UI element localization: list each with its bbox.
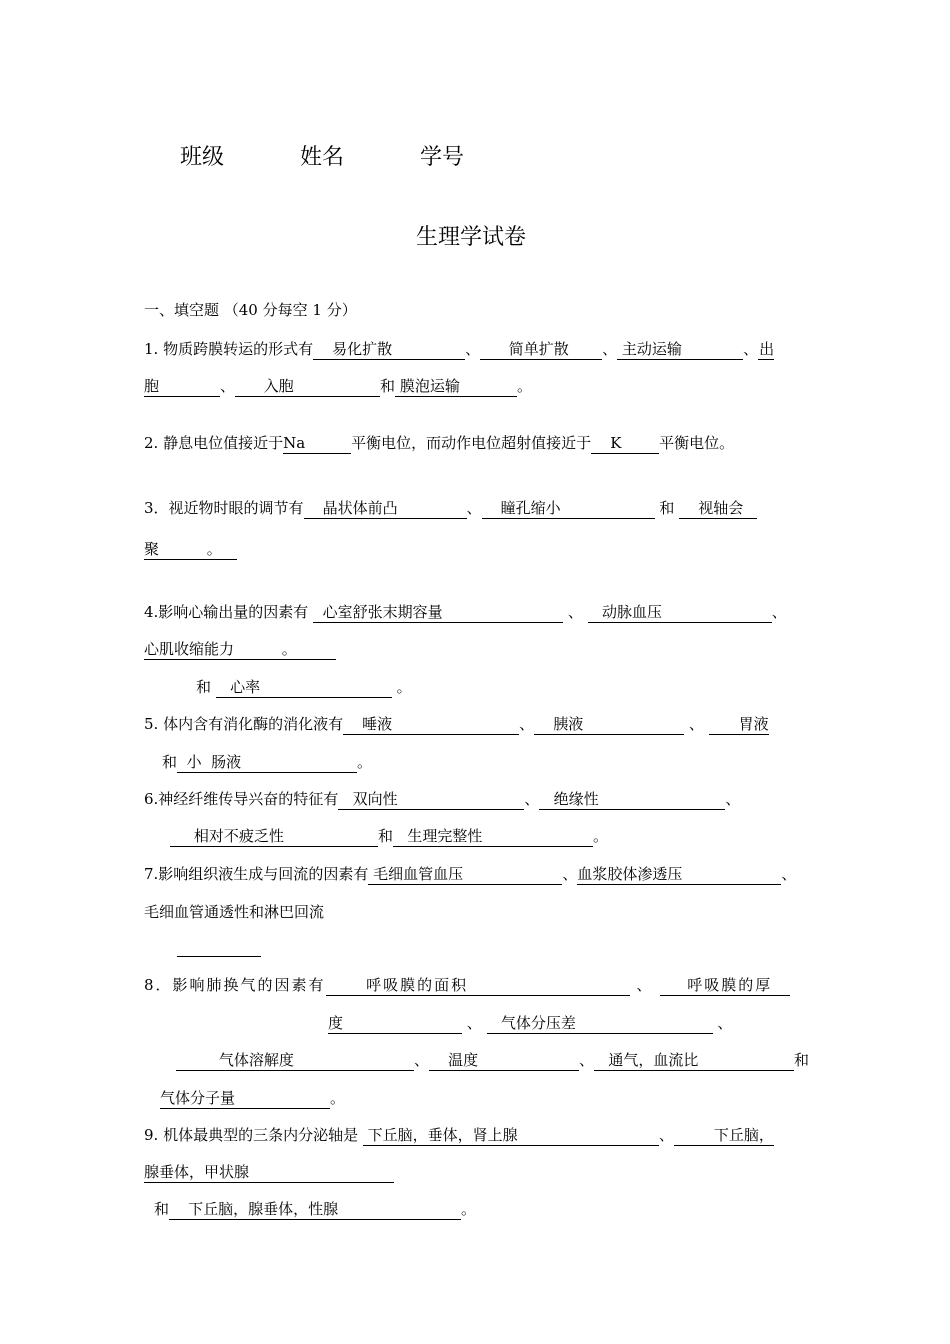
question-3-line-1: 3．视近物时眼的调节有 晶状体前凸 、 瞳孔缩小 和 视轴会 xyxy=(144,498,757,519)
answer-blank: 腺垂体，甲状腺 xyxy=(144,1162,394,1183)
answer-blank: 唾液 xyxy=(343,714,519,735)
question-4-line-1: 4.影响心输出量的因素有 心室舒张末期容量 、 动脉血压 、 xyxy=(144,603,787,621)
answer-blank: 气体分子量 xyxy=(160,1088,330,1109)
answer-blank: 气体溶解度 xyxy=(176,1050,414,1071)
answer-blank: 膜泡运输 xyxy=(395,376,517,397)
answer-blank: 视轴会 xyxy=(679,498,757,519)
question-3-line-2 xyxy=(144,539,237,560)
question-4-line-3: 和 心率 。 xyxy=(196,678,412,696)
question-5-line-1: 5. 体内含有消化酶的消化液有 唾液 、 胰液 、 胃液 xyxy=(144,715,769,733)
question-1-line-1: 1. 物质跨膜转运的形式有 易化扩散 、 简单扩散 、 主动运输 、出 xyxy=(144,340,775,358)
answer-blank: 绝缘性 xyxy=(539,789,725,810)
answer-blank: 晶状体前凸 xyxy=(304,498,467,519)
section-heading: 一、填空题 （40 分每空 1 分） xyxy=(144,301,357,319)
question-7-line-2: 毛细血管通透性和淋巴回流 xyxy=(144,903,325,921)
answer-blank xyxy=(177,956,261,957)
answer-blank: 呼吸膜的厚 xyxy=(660,975,790,996)
question-8-line-3: 气体溶解度 、 温度 、 通气，血流比 和 xyxy=(176,1050,809,1071)
answer-blank: Na xyxy=(283,433,351,454)
question-6-line-2: 相对不疲乏性 和 生理完整性 。 xyxy=(170,826,608,847)
answer-blank: 易化扩散 xyxy=(313,339,465,360)
answer-blank: 生理完整性 xyxy=(393,826,593,847)
class-label: 班级 xyxy=(180,145,225,170)
answer-blank: 相对不疲乏性 xyxy=(170,826,378,847)
answer-blank: 入胞 xyxy=(235,376,380,397)
answer-blank: 气体分压差 xyxy=(487,1013,713,1034)
question-8-line-1: 8．影响肺换气的因素有 呼吸膜的面积 、 呼吸膜的厚 xyxy=(144,975,790,996)
question-9-line-1: 9. 机体最典型的三条内分泌轴是 下丘脑，垂体，肾上腺 、 下丘脑， xyxy=(144,1126,774,1144)
question-9-line-2 xyxy=(144,1162,394,1183)
question-6-line-1: 6.神经纤维传导兴奋的特征有 双向性 、 绝缘性 、 xyxy=(144,790,741,808)
page-title: 生理学试卷 xyxy=(416,225,527,250)
question-7-line-1: 7.影响组织液生成与回流的因素有 毛细血管血压 、血浆胶体渗透压 、 xyxy=(144,865,797,883)
answer-blank: 出 xyxy=(759,340,775,358)
answer-blank: 心肌收缩能力 。 xyxy=(144,639,336,660)
question-8-line-4: 气体分子量 。 xyxy=(160,1089,346,1107)
question-2: 2. 静息电位值接近于Na 平衡电位，而动作电位超射值接近于 K 平衡电位。 xyxy=(144,434,735,452)
answer-blank: 度 xyxy=(328,1013,462,1034)
answer-blank: K xyxy=(591,433,659,454)
answer-blank: 血浆胶体渗透压 xyxy=(577,864,781,885)
answer-blank: 动脉血压 xyxy=(588,602,772,623)
answer-blank: 下丘脑，腺垂体，性腺 xyxy=(169,1199,461,1220)
answer-blank: 下丘脑， xyxy=(674,1125,774,1146)
answer-blank: 通气，血流比 xyxy=(594,1050,794,1071)
answer-blank: 心室舒张末期容量 xyxy=(313,602,563,623)
answer-blank: 简单扩散 xyxy=(480,339,602,360)
question-1-line-2: 胞 、 入胞 和 膜泡运输 。 xyxy=(144,377,533,395)
question-9-line-3: 和 下丘脑，腺垂体，性腺 。 xyxy=(154,1200,477,1218)
answer-blank: 瞳孔缩小 xyxy=(482,498,655,519)
answer-blank: 胃液 xyxy=(709,714,769,735)
answer-blank: 毛细血管血压 xyxy=(368,864,562,885)
answer-blank: 呼吸膜的面积 xyxy=(326,975,630,996)
answer-blank: 下丘脑，垂体，肾上腺 xyxy=(363,1125,659,1146)
answer-blank: 胞 xyxy=(144,376,220,397)
answer-blank: 温度 xyxy=(429,1050,579,1071)
student-id-label: 学号 xyxy=(420,145,465,170)
question-5-line-2: 和 小 肠液 。 xyxy=(162,753,373,771)
answer-blank: 主动运输 xyxy=(617,339,743,360)
question-8-line-2: 度 、 气体分压差 、 xyxy=(328,1014,733,1032)
answer-blank: 心率 xyxy=(216,677,392,698)
answer-blank: 胰液 xyxy=(534,714,684,735)
answer-blank: 双向性 xyxy=(338,789,524,810)
answer-blank: 聚 。 xyxy=(144,539,237,560)
name-label: 姓名 xyxy=(300,145,345,170)
question-4-line-2 xyxy=(144,639,336,660)
answer-blank: 小 肠液 xyxy=(177,752,357,773)
